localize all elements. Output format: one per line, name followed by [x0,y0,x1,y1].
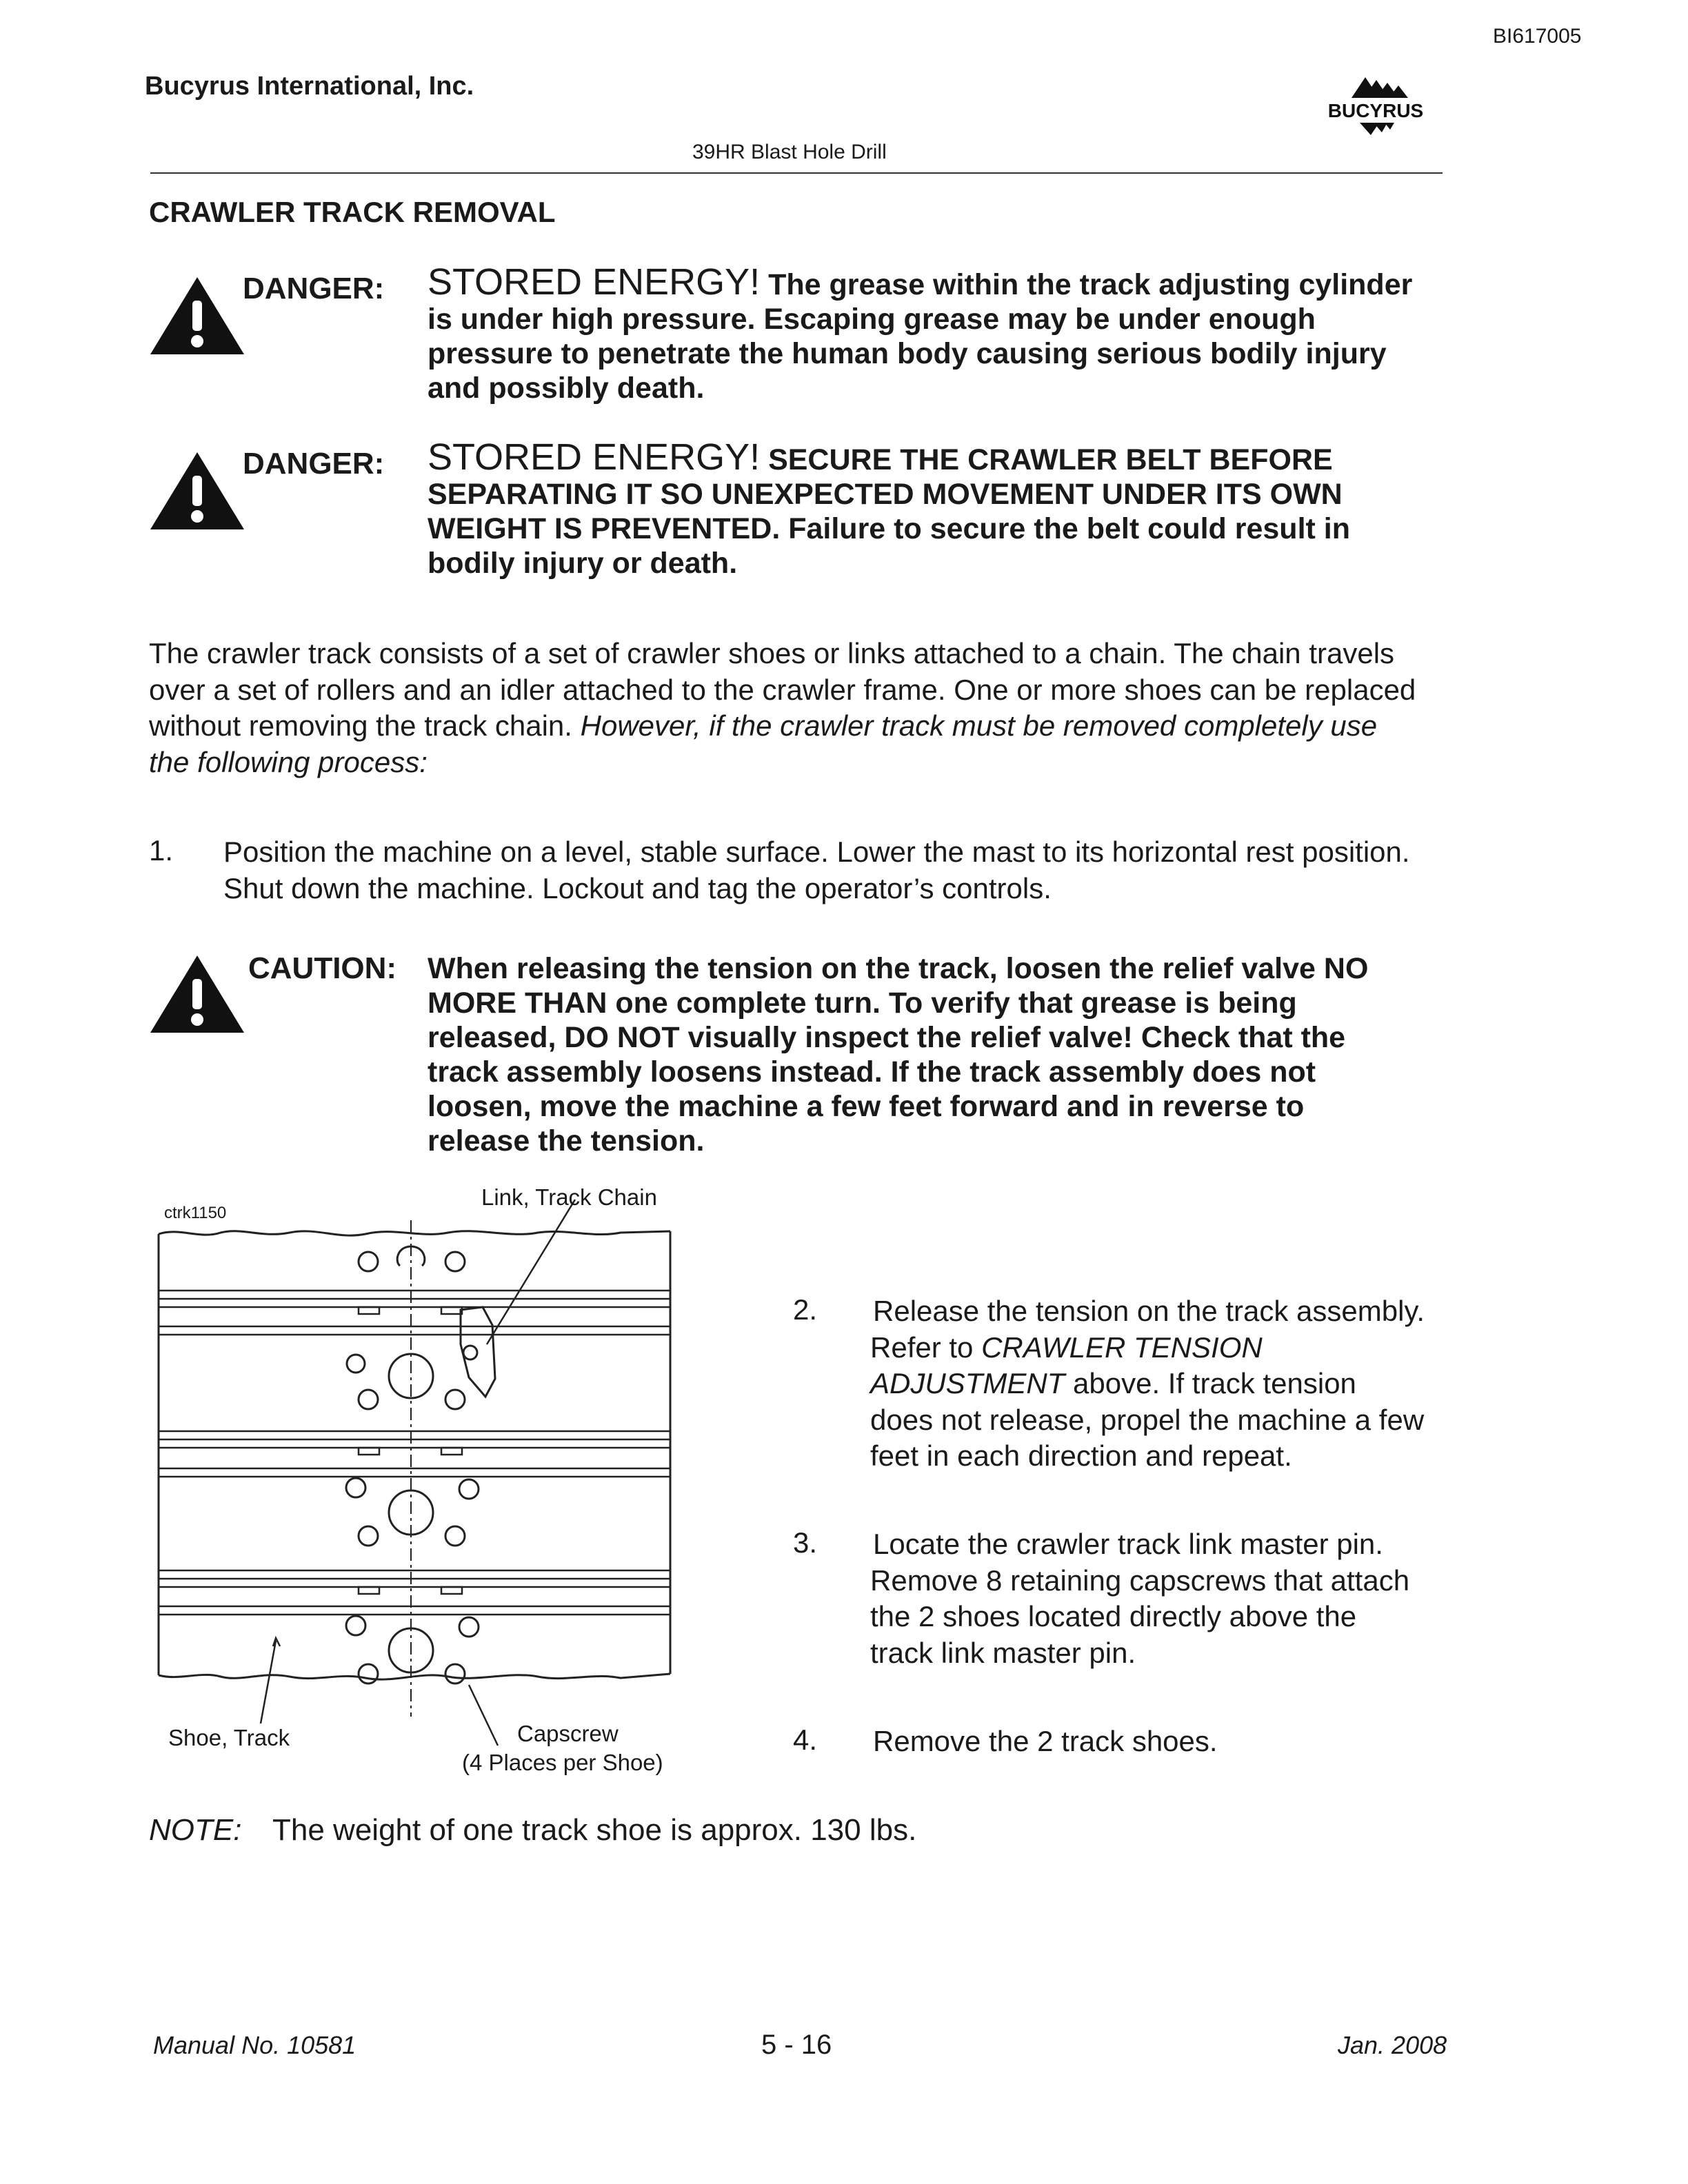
step-3-number: 3. [793,1526,818,1559]
caution-text: When releasing the tension on the track, loosen the relief valve NO MORE THAN one complete turn. To verify that grease is being released, DO NOT visually inspect the relief valve! Check that the track assembly loosens instead. If the track assembly does not loosen, move the machine a few feet forward and in reverse to release the tension. [428,952,1369,1157]
step-4-text: Remove the 2 track shoes. [873,1725,1218,1757]
stored-energy-lead-2: STORED ENERGY! [428,436,761,478]
label-link-track-chain: Link, Track Chain [481,1184,657,1210]
note-label: NOTE: [149,1813,242,1847]
logo-text: BUCYRUS [1327,100,1424,121]
manual-number: Manual No. 10581 [153,2031,356,2059]
company-name: Bucyrus International, Inc. [145,72,474,101]
stored-energy-lead-1: STORED ENERGY! [428,261,761,303]
page-number: 5 - 16 [761,2030,832,2060]
label-capscrew: Capscrew [517,1721,619,1746]
label-capscrew-places: (4 Places per Shoe) [462,1750,663,1775]
danger-label-1: DANGER: [243,272,385,305]
header-rule [150,172,1443,174]
document-id: BI617005 [1493,25,1582,48]
product-name: 39HR Blast Hole Drill [692,141,887,163]
warning-triangle-icon [149,451,245,532]
intro-paragraph: The crawler track consists of a set of crawler shoes or links attached to a chain. The chain travels over a set of rollers and an idler attached to the crawler frame. One or more shoes can be replaced without removing the track chain. However, if the crawler track must be removed completely use the following process: [149,637,1416,778]
publication-date: Jan. 2008 [1338,2031,1447,2059]
figure-id: ctrk1150 [164,1204,227,1222]
caution-label: CAUTION: [248,951,397,985]
step-4-number: 4. [793,1723,818,1756]
danger-text-2: STORED ENERGY! SECURE THE CRAWLER BELT BEFORE SEPARATING IT SO UNEXPECTED MOVEMENT UNDER ITS OWN WEIGHT IS PREVENTED. Failure to secure the belt could result in bodily injury or death. [428,436,1350,580]
label-shoe-track: Shoe, Track [168,1725,290,1750]
warning-triangle-icon [149,276,245,357]
step-3-text: Locate the crawler track link master pin. Remove 8 retaining capscrews that attach the 2 shoes located directly above the track link master pin. [870,1528,1410,1669]
step-1-text: Position the machine on a level, stable surface. Lower the mast to its horizontal rest position. Shut down the machine. Lockout and tag the operator’s controls. [223,836,1410,904]
danger-label-2: DANGER: [243,447,385,481]
warning-triangle-icon [149,954,245,1035]
section-title: CRAWLER TRACK REMOVAL [149,196,556,228]
step-2-text: Release the tension on the track assembly. Refer to CRAWLER TENSION ADJUSTMENT above. If track tension does not release, propel the machine a few feet in each direction and repeat. [870,1295,1425,1472]
step-2-number: 2. [793,1293,818,1326]
track-shoe-figure [152,1172,703,1792]
bucyrus-logo [1310,69,1441,152]
note-text: The weight of one track shoe is approx. 130 lbs. [272,1813,917,1847]
danger-text-1: STORED ENERGY! The grease within the track adjusting cylinder is under high pressure. Escaping grease may be under enough pressure to penetrate the human body causing serious bodily injury and possibly death. [428,261,1413,405]
step-1-number: 1. [149,834,174,867]
